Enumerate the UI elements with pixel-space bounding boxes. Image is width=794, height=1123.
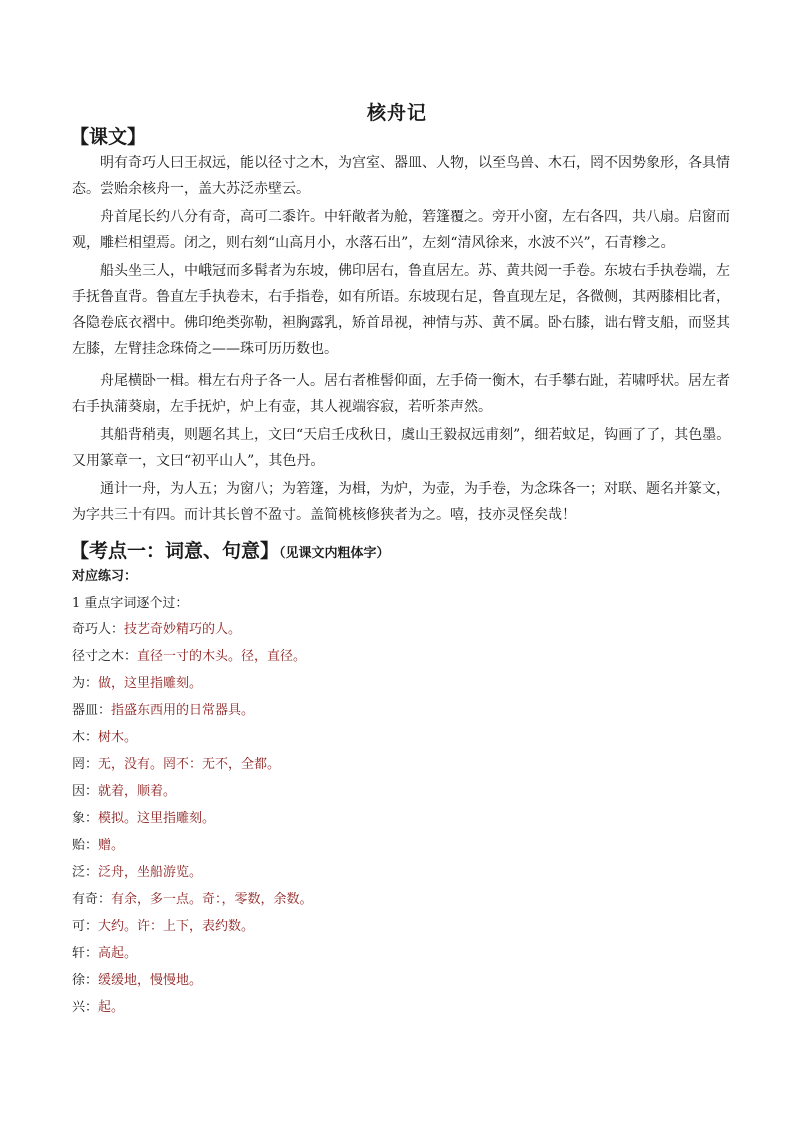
practice-item: 1 重点字词逐个过：	[72, 596, 189, 611]
glossary-item: 泛：泛舟，坐船游览。	[72, 865, 203, 880]
paragraph-1: 明有奇巧人曰王叔远，能以径寸之木，为宫室、器皿、人物，以至鸟兽、木石，罔不因势象形，各具情态。尝贻余核舟一，盖大苏泛赤壁云。	[72, 155, 730, 197]
section-kd1-heading: 【考点一：词意、句意】（见课文内粗体字）	[70, 540, 390, 562]
paragraph-3: 船头坐三人，中峨冠而多髯者为东坡，佛印居右，鲁直居左。苏、黄共阅一手卷。东坡右手执卷端，左手抚鲁直背。鲁直左手执卷末，右手指卷，如有所语。东坡现右足，鲁直现左足，各微侧，其两膝相比者，各隐卷底衣褶中。佛印绝类弥勒，袒胸露乳，矫首昂视，神情与苏、黄不属。卧右膝，诎右臂支船，而竖其左膝，左臂挂念珠倚之——珠可历历数也。	[72, 263, 730, 357]
glossary-item: 有奇：有余，多一点。奇：，零数，余数。	[72, 892, 313, 907]
glossary-item: 径寸之木：直径一寸的木头。径，直径。	[72, 649, 307, 664]
glossary-item: 奇巧人：技艺奇妙精巧的人。	[72, 622, 242, 637]
glossary-item: 可：大约。许：上下，表约数。	[72, 919, 255, 934]
page-title: 核舟记	[366, 102, 427, 124]
paragraph-2: 舟首尾长约八分有奇，高可二黍许。中轩敞者为舱，箬篷覆之。旁开小窗，左右各四，共八扇。启窗而观，雕栏相望焉。闭之，则右刻“山高月小，水落石出”，左刻“清风徐来，水波不兴”，石青糁之。	[72, 209, 730, 251]
glossary-item: 贻：赠。	[72, 838, 125, 853]
glossary-item: 徐：缓缓地，慢慢地。	[72, 973, 203, 988]
paragraph-5: 其船背稍夷，则题名其上，文曰“天启壬戌秋日，虞山王毅叔远甫刻”，细若蚊足，钩画了了，其色墨。又用篆章一，文曰“初平山人”，其色丹。	[72, 427, 731, 469]
glossary-item: 兴：起。	[72, 1000, 125, 1015]
glossary-item: 轩：高起。	[72, 946, 138, 961]
glossary-item: 为：做，这里指雕刻。	[72, 676, 203, 691]
glossary-item: 器皿：指盛东西用的日常器具。	[72, 703, 255, 718]
paragraph-4: 舟尾横卧一楫。楫左右舟子各一人。居右者椎髻仰面，左手倚一衡木，右手攀右趾，若啸呼状。居左者右手执蒲葵扇，左手抚炉，炉上有壶，其人视端容寂，若听茶声然。	[72, 373, 730, 415]
glossary-item: 木：树木。	[72, 730, 138, 745]
paragraph-6: 通计一舟，为人五；为窗八；为箬篷，为楫，为炉，为壶，为手卷，为念珠各一；对联、题名并篆文，为字共三十有四。而计其长曾不盈寸。盖简桃核修狭者为之。嘻，技亦灵怪矣哉！	[72, 481, 730, 523]
glossary-item: 因：就着，顺着。	[72, 784, 177, 799]
practice-label: 对应练习：	[72, 569, 138, 584]
glossary-item: 罔：无，没有。罔不：无不，全都。	[72, 757, 281, 772]
section-text-heading: 【课文】	[70, 126, 147, 148]
glossary-item: 象：模拟。这里指雕刻。	[72, 811, 216, 826]
